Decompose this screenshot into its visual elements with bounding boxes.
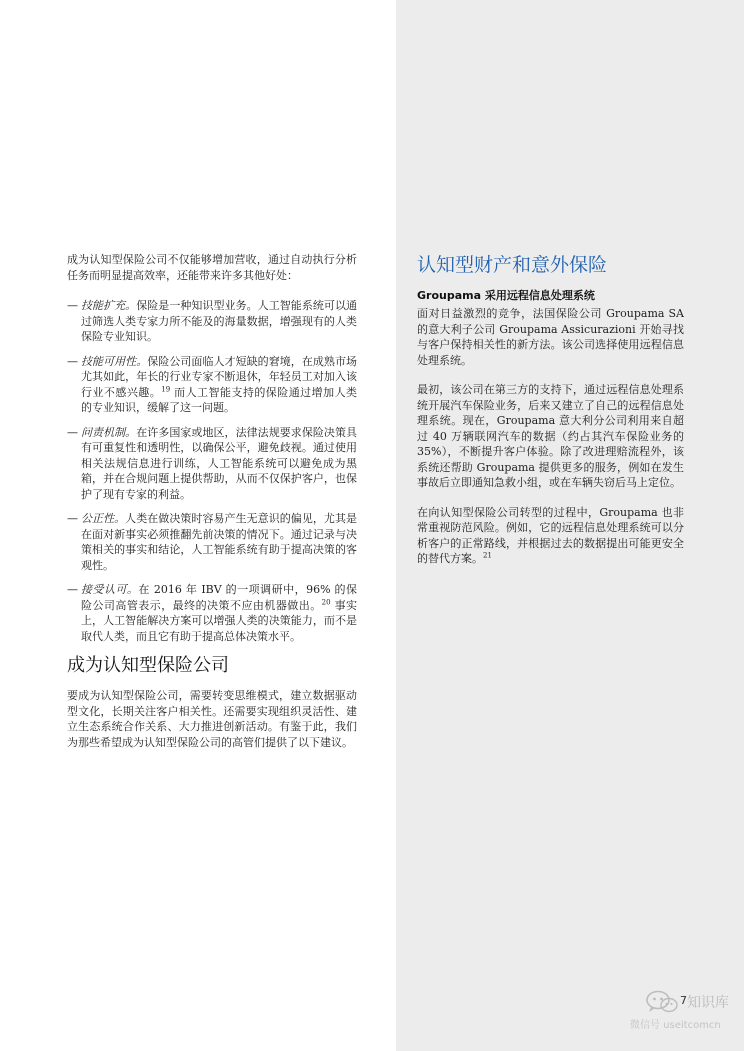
benefit-term: 公正性。 [81,512,126,525]
benefit-text: 保险公司面临人才短缺的窘境，在成熟市场尤其如此，年长的行业专家不断退休，年轻员工对加入该行业不感兴趣。 [81,354,357,399]
benefit-item [67,298,357,345]
page-number: 7 [680,994,687,1007]
footnote-ref: 21 [483,551,492,560]
watermark-name: 知识库 [687,995,729,1011]
case-study [417,252,684,581]
benefit-item [67,354,357,416]
footnote-ref: 19 [161,384,171,393]
benefit-text: 人类在做决策时容易产生无意识的偏见，尤其是在面对新事实必须推翻先前决策的情况下。通过记录与决策相关的事实和结论，人工智能系统有助于提高决策的客观性。 [81,512,358,572]
list-dash: — [67,583,78,596]
intro-paragraph: 成为认知型保险公司不仅能够增加营收，通过自动执行分析任务而明显提高效率，还能带来许多其他好处： [67,253,357,282]
benefit-item [67,511,357,573]
list-dash: — [67,425,78,439]
wechat-icon [645,990,679,1014]
list-dash: — [67,299,78,312]
benefit-item [67,425,357,503]
section-body: 要成为认知型保险公司，需要转变思维模式，建立数据驱动型文化，长期关注客户相关性。还需要实现组织灵活性、建立生态系统合作关系、大力推进创新活动。有鉴于此，我们为那些希望成为认知型保险公司的高管们提供了以下建议。 [67,689,357,749]
case-study-paragraph: 面对日益激烈的竞争，法国保险公司 Groupama SA 的意大利子公司 Groupama Assicurazioni 开始寻找与客户保持相关性的新方法。该公司选择使用远程信息处理系统。 [417,307,684,367]
benefit-text-tail: 事实上，人工智能解决方案可以增强人类的决策能力，而不是取代人类，而且它有助于提高总体决策水平。 [81,598,358,643]
benefit-item [67,582,357,644]
list-dash: — [67,354,78,368]
benefit-term: 技能扩充。 [81,299,137,312]
benefit-list [67,298,357,644]
benefit-term: 问责机制。 [81,425,137,439]
left-column [67,252,357,750]
benefit-text: 在 2016 年 IBV 的一项调研中，96% 的保险公司高管表示，最终的决策不应由机器做出。 [81,583,357,612]
list-dash: — [67,512,78,525]
case-study-heading: 认知型财产和意外保险 [417,254,608,276]
benefit-text: 保险是一种知识型业务。人工智能系统可以通过筛选人类专家力所不能及的海量数据，增强现有的人类保险专业知识。 [81,299,358,343]
case-study-paragraph: 最初，该公司在第三方的支持下，通过远程信息处理系统开展汽车保险业务，后来又建立了自己的远程信息处理系统。现在，Groupama 意大利分公司利用来自超过 40 万辆联网汽车的数据（约占其汽车保险业务的 35%），不断提升客户体验。除了改进理赔流程外，该系统还帮助 Groupama 提供更多的服务，例如在发生事故后立即通知急救小组，或在车辆失窃后马上定位。 [417,383,684,489]
watermark [630,990,737,1034]
section-heading: 成为认知型保险公司 [67,655,229,676]
case-study-subheading: Groupama 采用远程信息处理系统 [417,289,595,302]
benefit-text-tail: 而人工智能支持的保险通过增加人类的专业知识，缓解了这一问题。 [81,385,358,414]
footnote-ref: 20 [321,597,331,606]
watermark-account: 微信号 useitcomcn [630,1020,721,1031]
benefit-term: 技能可用性。 [81,354,148,368]
benefit-term: 接受认可。 [81,583,139,596]
case-study-paragraph [417,505,684,567]
benefit-text: 在许多国家或地区，法律法规要求保险决策具有可重复性和透明性，以确保公平，避免歧视。通过使用相关法规信息进行训练，人工智能系统可以避免成为黑箱，并在合规问题上提供帮助，从而不仅保护客户，也保护了现有专家的利益。 [81,425,358,501]
case-study-text: 在向认知型保险公司转型的过程中，Groupama 也非常重视防范风险。例如，它的远程信息处理系统可以分析客户的正常路线，并根据过去的数据提出可能更安全的替代方案。 [417,505,684,565]
